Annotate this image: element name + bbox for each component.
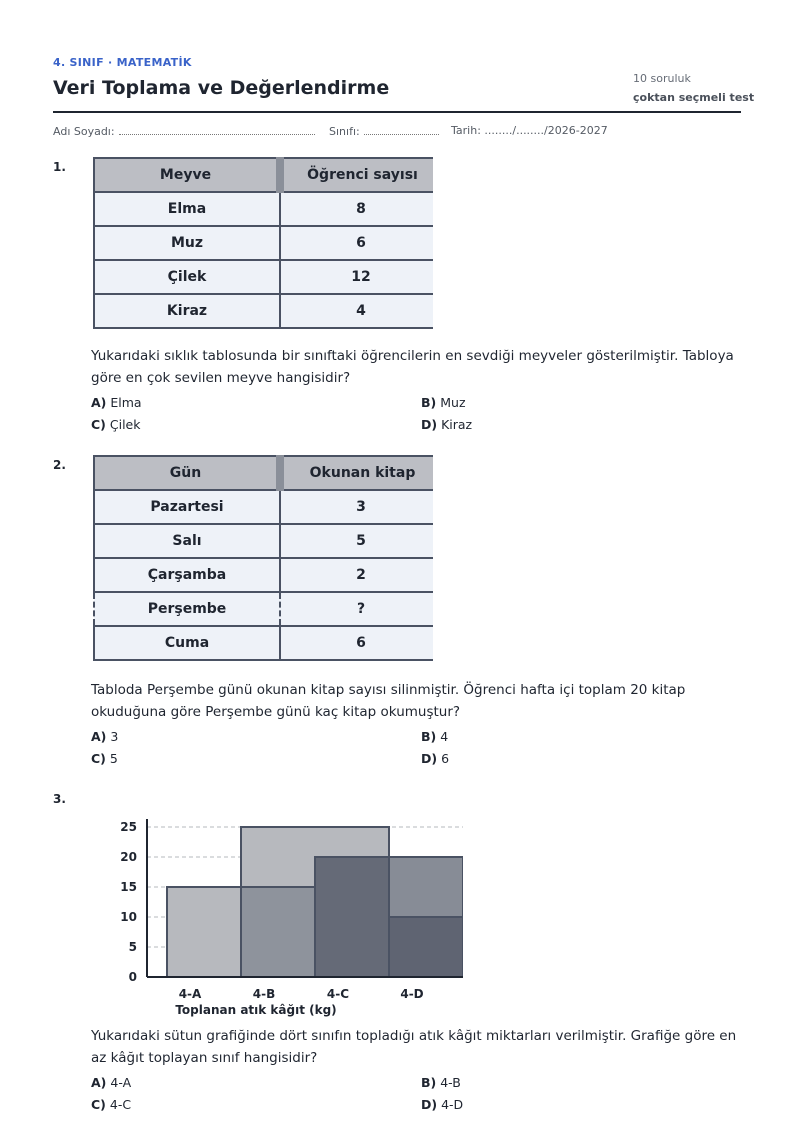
frequency-table	[93, 455, 433, 661]
y-tick-label: 15	[120, 880, 137, 894]
table-cell: Kiraz	[94, 294, 280, 328]
question-count: 10 soruluk	[633, 72, 691, 85]
question-text: Yukarıdaki sütun grafiğinde dört sınıfın topladığı atık kâğıt miktarları verilmiştir. Grafiğe göre en az kâğıt toplayan sınıf hangisidir?	[91, 1028, 737, 1066]
option-a[interactable]: A) 3	[91, 729, 119, 744]
bar-overlap	[241, 887, 315, 977]
table-row	[94, 192, 433, 226]
table-row	[94, 558, 433, 592]
y-tick-label: 5	[128, 940, 137, 954]
option-b[interactable]: B) 4-B	[421, 1075, 461, 1090]
table-header-cell: Meyve	[94, 158, 280, 192]
table-row	[94, 524, 433, 558]
question-text: Tabloda Perşembe günü okunan kitap sayısı silinmiştir. Öğrenci hafta içi toplam 20 kitap okuduğuna göre Perşembe günü kaç kitap okumuştur?	[91, 682, 686, 720]
table-cell: Salı	[94, 524, 280, 558]
page-title: Veri Toplama ve Değerlendirme	[53, 77, 390, 99]
test-type: çoktan seçmeli test	[633, 91, 755, 104]
table-cell: Pazartesi	[94, 490, 280, 524]
table-row	[94, 626, 433, 660]
table-cell: Çilek	[94, 260, 280, 294]
table-cell: 4	[280, 294, 433, 328]
bar-overlap	[389, 917, 463, 977]
table-cell: Perşembe	[94, 592, 280, 626]
table-header-row	[94, 456, 433, 490]
class-field	[329, 124, 439, 138]
table-cell: Muz	[94, 226, 280, 260]
name-field	[53, 124, 315, 138]
date-label: Tarih: ......../......../2026-2027	[451, 124, 608, 137]
frequency-table	[93, 157, 433, 329]
date-field	[451, 124, 608, 137]
option-c[interactable]: C) 4-C	[91, 1097, 132, 1112]
option-c[interactable]: C) Çilek	[91, 417, 141, 432]
option-d[interactable]: D) 6	[421, 751, 450, 766]
x-tick-label: 4-C	[326, 987, 350, 1001]
table-header-cell: Öğrenci sayısı	[280, 158, 433, 192]
table-header-cell: Okunan kitap	[280, 456, 433, 490]
table-row	[94, 226, 433, 260]
table-cell: Elma	[94, 192, 280, 226]
table-cell: Çarşamba	[94, 558, 280, 592]
question-number: 3.	[53, 792, 66, 806]
x-tick-label: 4-A	[178, 987, 202, 1001]
bar-chart	[100, 812, 470, 1022]
name-label: Adı Soyadı:	[53, 125, 115, 138]
x-tick-label: 4-D	[400, 987, 424, 1001]
subject-label: 4. SINIF · MATEMATİK	[53, 56, 192, 69]
option-b[interactable]: B) 4	[421, 729, 449, 744]
x-tick-label: 4-B	[252, 987, 276, 1001]
y-tick-labels	[120, 820, 137, 984]
bar-overlap	[315, 857, 389, 977]
option-b[interactable]: B) Muz	[421, 395, 466, 410]
table-header-cell: Gün	[94, 456, 280, 490]
table-row	[94, 490, 433, 524]
table-cell: 12	[280, 260, 433, 294]
option-d[interactable]: D) 4-D	[421, 1097, 464, 1112]
question-text: Yukarıdaki sıklık tablosunda bir sınıftaki öğrencilerin en sevdiği meyveler gösterilmiştir. Tabloya göre en çok sevilen meyve hangisidir?	[91, 348, 734, 386]
y-tick-label: 10	[120, 910, 137, 924]
question-number: 2.	[53, 458, 66, 472]
y-tick-label: 25	[120, 820, 137, 834]
y-tick-label: 0	[128, 970, 137, 984]
x-axis-label: Toplanan atık kâğıt (kg)	[175, 1003, 337, 1017]
table-cell: Cuma	[94, 626, 280, 660]
chart-bars	[167, 827, 470, 977]
y-tick-label: 20	[120, 850, 137, 864]
option-a[interactable]: A) Elma	[91, 395, 142, 410]
option-a[interactable]: A) 4-A	[91, 1075, 132, 1090]
missing-value-cell: ?	[280, 592, 433, 626]
question-number: 1.	[53, 160, 66, 174]
header-rule	[53, 111, 741, 113]
table-row	[94, 592, 433, 626]
table-row	[94, 260, 433, 294]
table-cell: 6	[280, 226, 433, 260]
table-row	[94, 294, 433, 328]
table-header-row	[94, 158, 433, 192]
x-tick-labels	[179, 987, 424, 1001]
class-label: Sınıfı:	[329, 125, 360, 138]
option-d[interactable]: D) Kiraz	[421, 417, 473, 432]
option-c[interactable]: C) 5	[91, 751, 118, 766]
table-cell: 6	[280, 626, 433, 660]
table-cell: 2	[280, 558, 433, 592]
table-cell: 3	[280, 490, 433, 524]
table-cell: 5	[280, 524, 433, 558]
table-cell: 8	[280, 192, 433, 226]
